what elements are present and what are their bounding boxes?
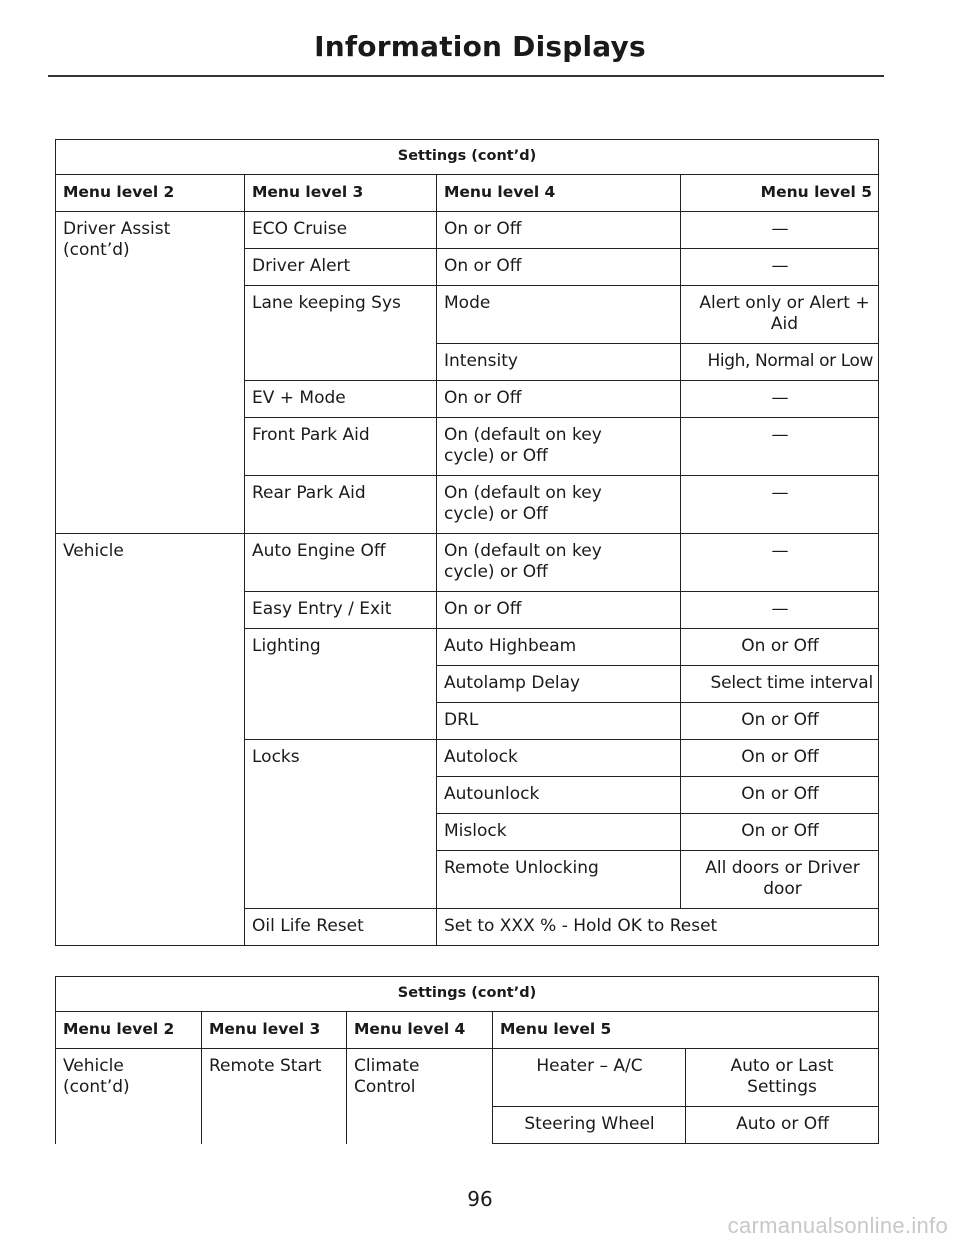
menu-level4-cell: On or Off	[437, 592, 681, 629]
menu-level3-cell: Driver Alert	[245, 249, 437, 286]
table-row	[56, 534, 879, 592]
menu-level4-cell: On (default on key cycle) or Off	[437, 418, 681, 476]
menu-level3-cell: Auto Engine Off	[245, 534, 437, 592]
menu-level5-cell: —	[681, 534, 879, 592]
table-caption: Settings (cont’d)	[56, 140, 879, 175]
menu-level3-cell: Oil Life Reset	[245, 909, 437, 946]
menu-level4-cell: On (default on key cycle) or Off	[437, 476, 681, 534]
menu-level5-cell: Select time interval	[681, 666, 879, 703]
menu-level5-cell: On or Off	[681, 740, 879, 777]
menu-level4-cell: Autolamp Delay	[437, 666, 681, 703]
header-divider	[48, 75, 884, 77]
menu-level5-cell: High, Normal or Low	[681, 344, 879, 381]
table-caption: Settings (cont’d)	[56, 977, 879, 1012]
menu-level5-cell: —	[681, 212, 879, 249]
menu-level45-merged-cell: Set to XXX % - Hold OK to Reset	[437, 909, 879, 946]
settings-table-1	[55, 139, 879, 946]
menu-level5-cell: —	[681, 476, 879, 534]
menu-level3-cell: Locks	[245, 740, 437, 909]
menu-level4-cell: On or Off	[437, 249, 681, 286]
menu-level5-cell: —	[681, 592, 879, 629]
menu-level3-cell: Lane keeping Sys	[245, 286, 437, 381]
menu-level4-cell: Remote Unlocking	[437, 851, 681, 909]
page-title: Information Displays	[314, 30, 646, 63]
page-number: 96	[467, 1187, 493, 1211]
menu-level5-cell: Auto or Off	[686, 1107, 879, 1144]
menu-level5-cell: —	[681, 418, 879, 476]
menu-level4-cell: Climate Control	[347, 1049, 493, 1144]
menu-level5-cell: All doors or Driver door	[681, 851, 879, 909]
column-header: Menu level 5	[493, 1012, 879, 1049]
menu-level2-cell: Driver Assist (cont’d)	[56, 212, 245, 534]
table-row	[56, 1049, 879, 1107]
menu-level3-cell: Lighting	[245, 629, 437, 740]
menu-level4-cell: Autolock	[437, 740, 681, 777]
menu-level2-cell: Vehicle (cont’d)	[56, 1049, 202, 1144]
menu-level5-cell: —	[681, 249, 879, 286]
menu-level4-cell: Autounlock	[437, 777, 681, 814]
menu-level5-cell: Alert only or Alert + Aid	[681, 286, 879, 344]
menu-level5-cell: —	[681, 381, 879, 418]
menu-level4-cell: Mislock	[437, 814, 681, 851]
column-header: Menu level 4	[437, 175, 681, 212]
settings-table-2	[55, 976, 879, 1144]
menu-level3-cell: Rear Park Aid	[245, 476, 437, 534]
menu-level5-cell: On or Off	[681, 814, 879, 851]
column-header: Menu level 4	[347, 1012, 493, 1049]
menu-level3-cell: ECO Cruise	[245, 212, 437, 249]
menu-level4-cell: Intensity	[437, 344, 681, 381]
menu-level5-cell: On or Off	[681, 777, 879, 814]
column-header: Menu level 3	[245, 175, 437, 212]
column-header: Menu level 3	[202, 1012, 347, 1049]
menu-level4-cell: On (default on key cycle) or Off	[437, 534, 681, 592]
column-header: Menu level 2	[56, 175, 245, 212]
table-row	[56, 212, 879, 249]
menu-level3-cell: Remote Start	[202, 1049, 347, 1144]
menu-level3-cell: EV + Mode	[245, 381, 437, 418]
menu-level5-cell: Heater – A/C	[493, 1049, 686, 1107]
menu-level2-cell: Vehicle	[56, 534, 245, 946]
menu-level5-cell: Steering Wheel	[493, 1107, 686, 1144]
menu-level3-cell: Easy Entry / Exit	[245, 592, 437, 629]
menu-level5-cell: Auto or Last Settings	[686, 1049, 879, 1107]
menu-level5-cell: On or Off	[681, 629, 879, 666]
watermark: carmanualsonline.info	[727, 1213, 948, 1238]
menu-level4-cell: DRL	[437, 703, 681, 740]
menu-level4-cell: Auto Highbeam	[437, 629, 681, 666]
menu-level5-cell: On or Off	[681, 703, 879, 740]
column-header: Menu level 2	[56, 1012, 202, 1049]
menu-level4-cell: On or Off	[437, 212, 681, 249]
menu-level3-cell: Front Park Aid	[245, 418, 437, 476]
menu-level4-cell: On or Off	[437, 381, 681, 418]
column-header: Menu level 5	[681, 175, 879, 212]
menu-level4-cell: Mode	[437, 286, 681, 344]
